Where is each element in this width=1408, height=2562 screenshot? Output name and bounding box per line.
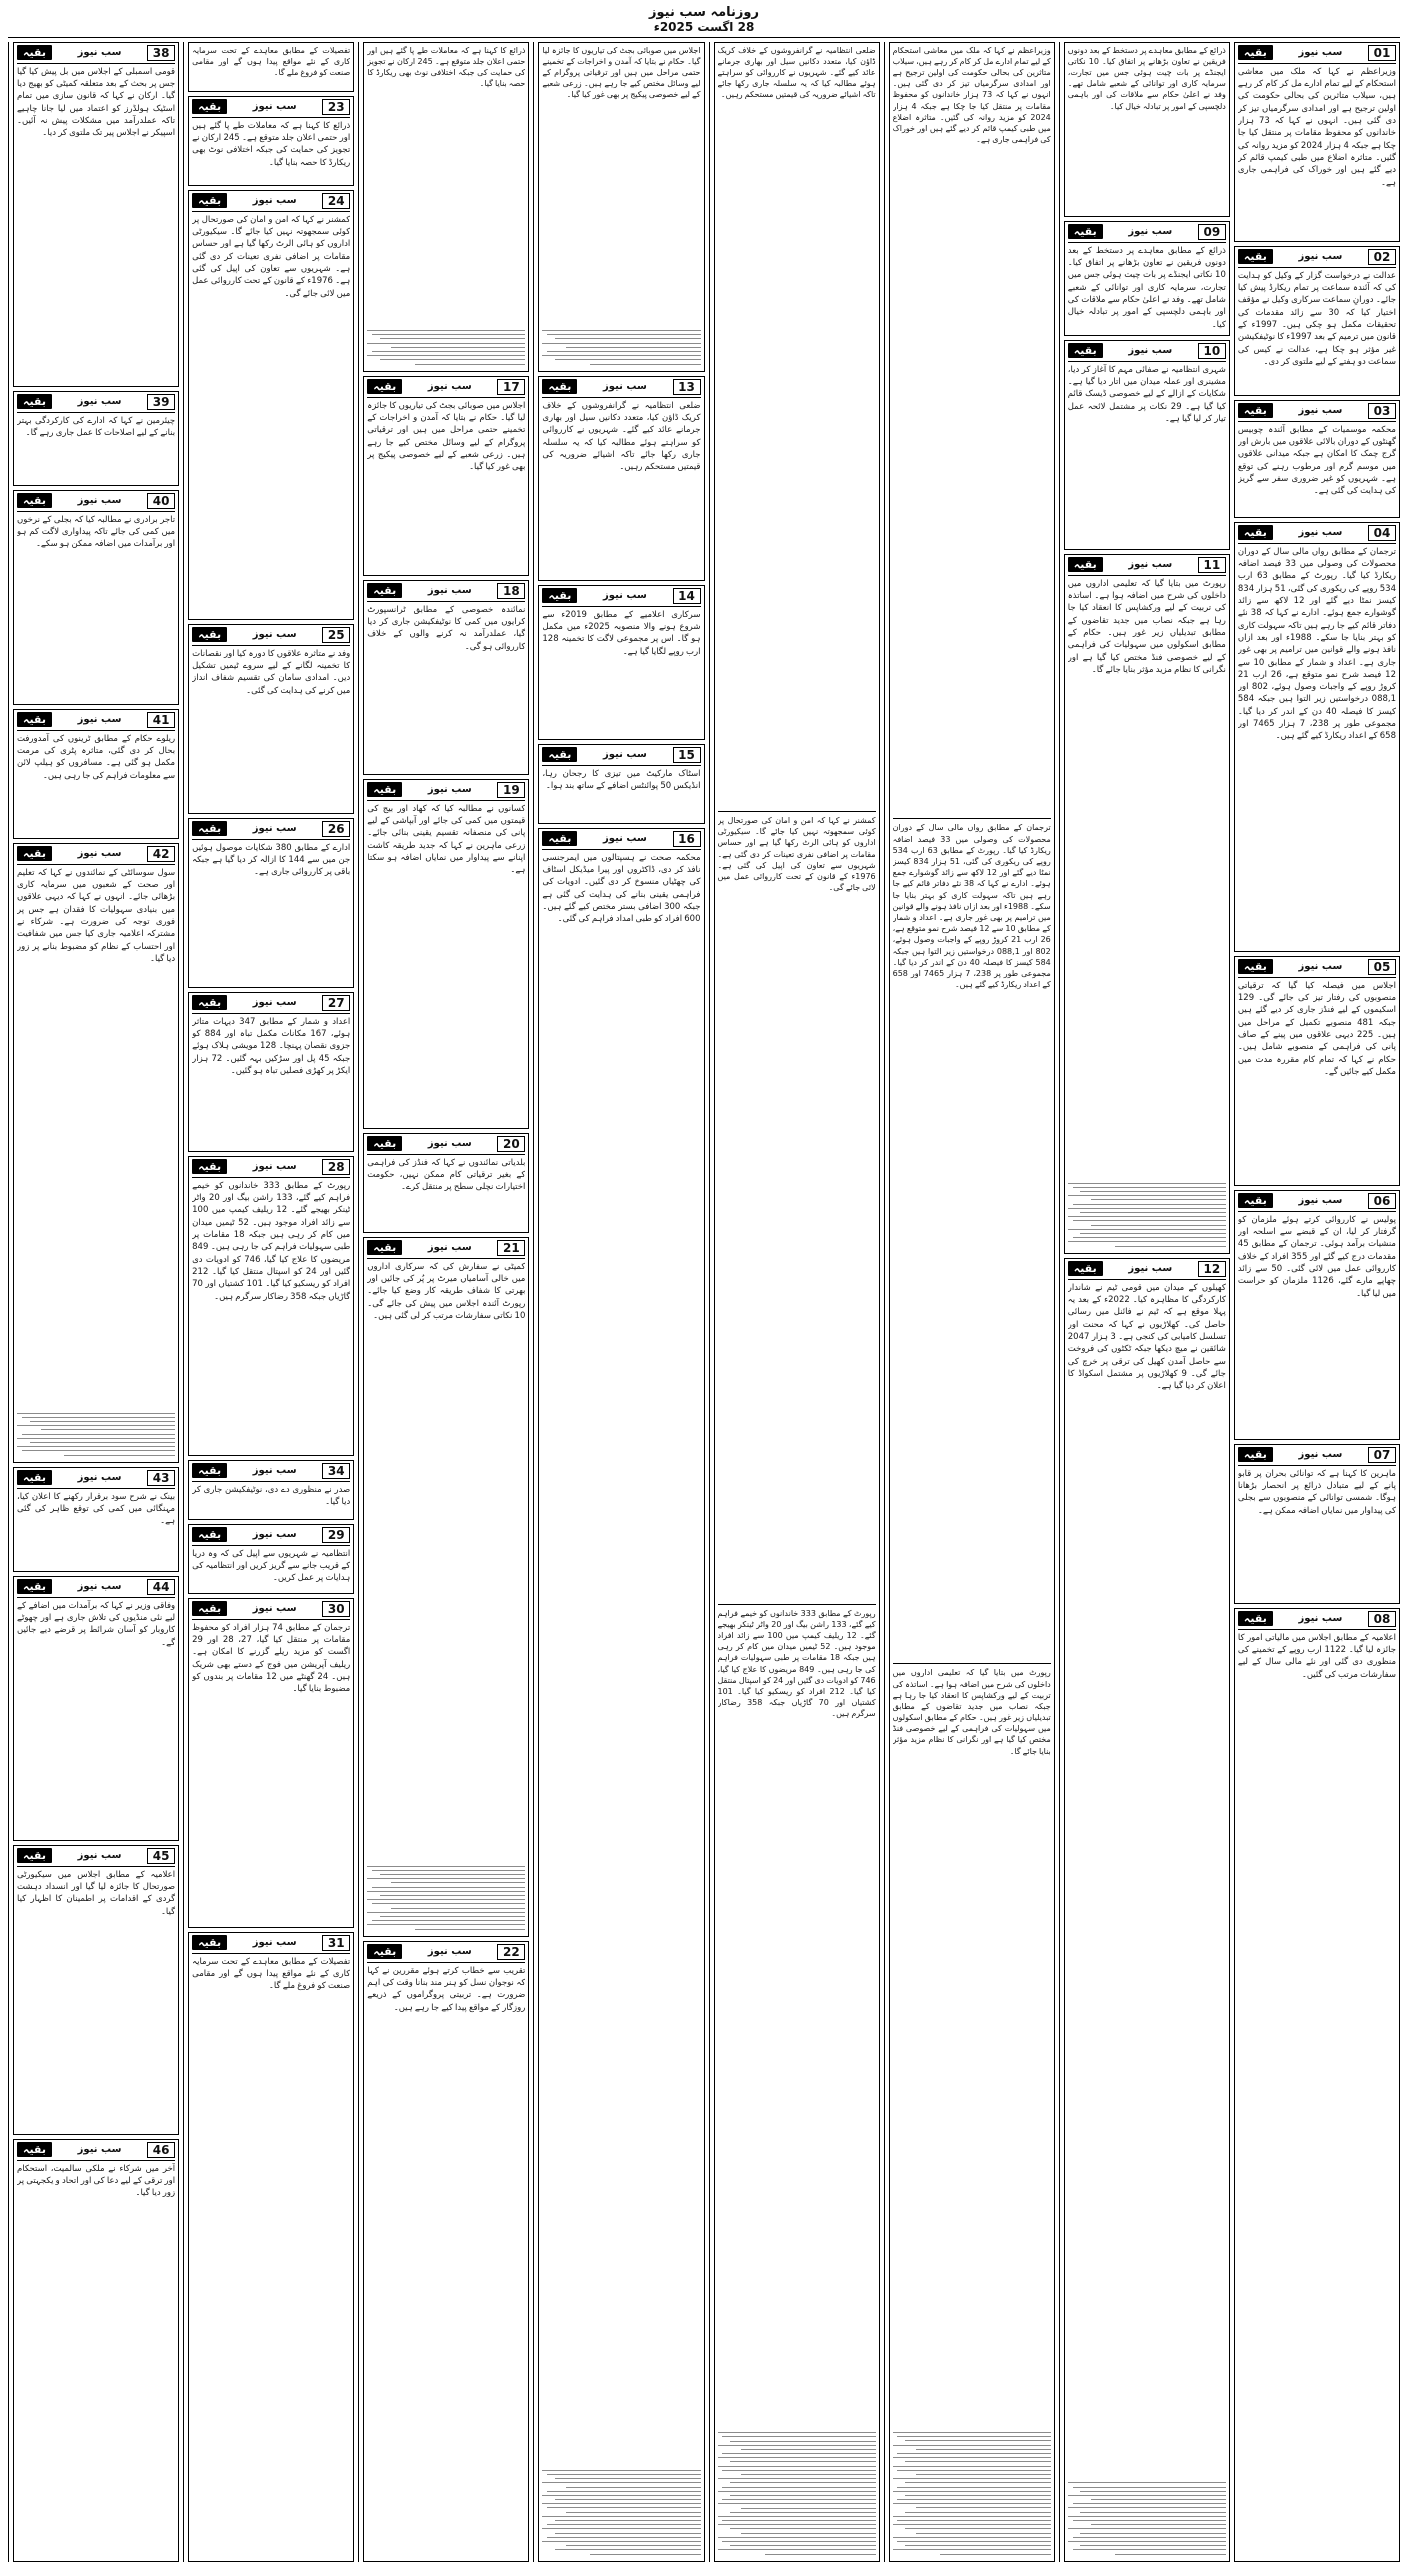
story-body: کسانوں نے مطالبہ کیا کہ کھاد اور بیج کی قیمتوں میں کمی کی جائے اور آبپاشی کے لیے پانی کی منصفانہ تقسیم یقینی بنائی جائے۔ زرعی ماہرین نے کہا کہ جدید طریقہ کاشت اپنانے سے پیداوار میں نمایاں اضافہ ہو سکتا ہے۔ bbox=[367, 803, 526, 876]
story-kicker: سب نیوز bbox=[252, 1465, 297, 1477]
page-title: روزنامہ سب نیوز bbox=[649, 5, 759, 20]
story-19[interactable] bbox=[363, 779, 529, 1129]
story-29[interactable] bbox=[188, 1524, 354, 1594]
story-18[interactable] bbox=[363, 580, 529, 775]
story-header bbox=[542, 747, 700, 766]
story-30[interactable] bbox=[188, 1598, 354, 1928]
story-21[interactable] bbox=[363, 1237, 529, 1937]
story-number: 23 bbox=[322, 99, 350, 115]
story-body: سرکاری اعلامیے کے مطابق 2019ء سے شروع ہونے والا منصوبہ 2025ء میں مکمل ہو گا۔ اس پر مجموعی لاگت کا تخمینہ 128 ارب روپے لگایا گیا ہے۔ bbox=[542, 609, 701, 657]
story-header bbox=[17, 846, 175, 865]
story-kicker: سب نیوز bbox=[603, 381, 647, 393]
story-14[interactable] bbox=[538, 585, 704, 740]
story-body: ذرائع کا کہنا ہے کہ معاملات طے پا گئے ہیں اور حتمی اعلان جلد متوقع ہے۔ 245 ارکان نے تجویز کی حمایت کی جبکہ اختلافی نوٹ بھی ریکارڈ کا حصہ بنایا گیا۔ bbox=[192, 120, 351, 168]
story-body: ذرائع کے مطابق معاہدے پر دستخط کے بعد دونوں فریقین نے تعاون بڑھانے پر اتفاق کیا۔ 10 نکاتی ایجنڈے پر بات چیت ہوئی جس میں تجارت، سرمایہ کاری اور توانائی کے شعبے شامل تھے۔ وفد نے اعلیٰ حکام سے ملاقات کی اور باہمی دلچسپی کے امور پر تبادلہ خیال کیا۔ bbox=[1067, 245, 1226, 330]
story-number: 05 bbox=[1368, 959, 1396, 975]
column-3 bbox=[884, 42, 1055, 2562]
story-brand: بقیہ bbox=[367, 782, 402, 797]
story-header bbox=[367, 379, 525, 398]
story-header bbox=[1238, 1611, 1396, 1630]
story-number: 34 bbox=[322, 1463, 350, 1479]
story-kicker: سب نیوز bbox=[427, 1242, 472, 1254]
story-body: ادارے کے مطابق 380 شکایات موصول ہوئیں جن میں سے 144 کا ازالہ کر دیا گیا ہے جبکہ باقی پر کارروائی جاری ہے۔ bbox=[192, 842, 351, 878]
story-header bbox=[1238, 1447, 1396, 1466]
story-number: 10 bbox=[1198, 343, 1226, 359]
story-kicker: سب نیوز bbox=[1128, 1263, 1173, 1275]
story-brand: بقیہ bbox=[17, 394, 52, 409]
story-body: تفصیلات کے مطابق معاہدے کے تحت سرمایہ کاری کے نئے مواقع پیدا ہوں گے اور مقامی صنعت کو فروغ ملے گا۔ bbox=[192, 1956, 351, 1992]
story-body: وفد نے متاثرہ علاقوں کا دورہ کیا اور نقصانات کا تخمینہ لگانے کے لیے سروے ٹیمیں تشکیل دیں۔ امدادی سامان کی تقسیم شفاف انداز میں کرنے کی ہدایت کی گئی۔ bbox=[192, 648, 351, 696]
story-brand: بقیہ bbox=[367, 583, 402, 598]
story-08[interactable] bbox=[1234, 1608, 1400, 2562]
story-body: شہری انتظامیہ نے صفائی مہم کا آغاز کر دیا، مشینری اور عملہ میدان میں اتار دیا گیا ہے۔ شکایات کے ازالے کے لیے خصوصی ڈیسک قائم کیا گیا ہے۔ 29 نکات پر مشتمل لائحہ عمل تیار کر لیا گیا ہے۔ bbox=[1067, 364, 1226, 424]
story-kicker: سب نیوز bbox=[603, 749, 647, 761]
story-kicker: سب نیوز bbox=[252, 1529, 297, 1541]
story-header bbox=[192, 99, 350, 118]
story-body: اعداد و شمار کے مطابق 347 دیہات متاثر ہوئے، 167 مکانات مکمل تباہ اور 884 کو جزوی نقصان پہنچا۔ 128 مویشی ہلاک ہوئے جبکہ 45 پل اور سڑکیں بہہ گئیں۔ 72 ہزار ایکڑ پر کھڑی فصلیں تباہ ہو گئیں۔ bbox=[192, 1016, 351, 1076]
story-kicker: سب نیوز bbox=[1298, 47, 1343, 59]
story-number: 01 bbox=[1368, 45, 1396, 61]
story-number: 29 bbox=[322, 1527, 350, 1543]
story-11[interactable] bbox=[1064, 554, 1230, 1254]
text-block-filler bbox=[542, 2467, 700, 2558]
story-brand: بقیہ bbox=[1068, 343, 1103, 358]
story-number: 28 bbox=[322, 1159, 350, 1175]
story-kicker: سب نیوز bbox=[252, 997, 297, 1009]
story-header bbox=[17, 1848, 175, 1867]
story-kicker: سب نیوز bbox=[427, 585, 472, 597]
story-header bbox=[1068, 1261, 1226, 1280]
story-number: 18 bbox=[497, 583, 525, 599]
continuation-text: تفصیلات کے مطابق معاہدے کے تحت سرمایہ کاری کے نئے مواقع پیدا ہوں گے اور مقامی صنعت کو فروغ ملے گا۔ bbox=[192, 45, 351, 78]
story-body: محکمہ صحت نے ہسپتالوں میں ایمرجنسی نافذ کر دی، ڈاکٹروں اور پیرا میڈیکل اسٹاف کی چھٹیاں منسوخ کر دی گئیں۔ ادویات کی فراہمی یقینی بنانے کی ہدایت کی گئی ہے جبکہ 300 اضافی بستر مختص کیے گئے ہیں۔ 600 افراد کو طبی امداد فراہم کی گئی۔ bbox=[542, 852, 701, 925]
story-number: 44 bbox=[147, 1579, 175, 1595]
story-body: قومی اسمبلی کے اجلاس میں بل پیش کیا گیا جس پر بحث کے بعد متعلقہ کمیٹی کو بھیج دیا گیا۔ ارکان نے کہا کہ قانون سازی میں تمام اسٹیک ہولڈرز کو اعتماد میں لیا جانا چاہیے تاکہ عملدرآمد میں مشکلات پیش نہ آئیں۔ اسپیکر نے اجلاس پیر تک ملتوی کر دیا۔ bbox=[17, 66, 176, 139]
story-header bbox=[367, 1136, 525, 1155]
text-block-filler bbox=[17, 1409, 175, 1458]
story-13[interactable] bbox=[538, 376, 704, 581]
story-38[interactable] bbox=[13, 42, 179, 387]
story-number: 06 bbox=[1368, 1193, 1396, 1209]
story-brand: بقیہ bbox=[192, 1159, 227, 1174]
story-brand: بقیہ bbox=[192, 1601, 227, 1616]
story-header bbox=[542, 379, 700, 398]
story-kicker: سب نیوز bbox=[252, 1937, 297, 1949]
story-03[interactable] bbox=[1234, 400, 1400, 518]
column-5 bbox=[533, 42, 704, 2562]
column-6 bbox=[358, 42, 529, 2562]
column-7 bbox=[183, 42, 354, 2562]
story-kicker: سب نیوز bbox=[77, 848, 122, 860]
story-brand: بقیہ bbox=[1238, 1611, 1273, 1626]
story-header bbox=[192, 1935, 350, 1954]
story-kicker: سب نیوز bbox=[1298, 527, 1343, 539]
story-body: اسٹاک مارکیٹ میں تیزی کا رجحان رہا، انڈیکس 50 پوائنٹس اضافے کے ساتھ بند ہوا۔ bbox=[542, 768, 701, 792]
story-brand: بقیہ bbox=[17, 1470, 52, 1485]
story-number: 14 bbox=[673, 588, 701, 604]
story-01[interactable] bbox=[1234, 42, 1400, 242]
story-kicker: سب نیوز bbox=[603, 833, 647, 845]
story-kicker: سب نیوز bbox=[77, 1472, 122, 1484]
continuation-text-3: رپورٹ کے مطابق 333 خاندانوں کو خیمے فراہم کیے گئے، 133 راشن بیگ اور 20 واٹر ٹینکر بھیجے گئے۔ 12 ریلیف کیمپ میں 100 سے زائد افراد موجود ہیں۔ 52 ٹیمیں میدان میں کام کر رہی ہیں جبکہ 18 مقامات پر طبی سہولیات فراہم کی جا رہی ہیں۔ 849 مریضوں کا علاج کیا گیا، 746 کو ادویات دی گئیں اور 24 کو اسپتال منتقل کیا گیا۔ 212 افراد کو ریسکیو کیا گیا۔ 101 کشتیاں اور 70 گاڑیاں جبکہ 358 رضاکار سرگرم ہیں۔ bbox=[717, 1608, 876, 1719]
story-number: 25 bbox=[322, 627, 350, 643]
story-body: وفاقی وزیر نے کہا کہ برآمدات میں اضافے کے لیے نئی منڈیوں کی تلاش جاری ہے اور چھوٹے کاروبار کو آسان شرائط پر قرضے دیے جائیں گے۔ bbox=[17, 1600, 176, 1648]
story-body: نمائندہ خصوصی کے مطابق ٹرانسپورٹ کرایوں میں کمی کا نوٹیفکیشن جاری کر دیا گیا، عملدرآمد نہ کرنے والوں کے خلاف کارروائی ہو گی۔ bbox=[367, 604, 526, 652]
story-brand: بقیہ bbox=[192, 1527, 227, 1542]
story-body: بلدیاتی نمائندوں نے کہا کہ فنڈز کی فراہمی کے بغیر ترقیاتی کام ممکن نہیں، حکومت اختیارات نچلی سطح پر منتقل کرے۔ bbox=[367, 1157, 526, 1193]
story-23[interactable] bbox=[188, 96, 354, 186]
column-5-top-continuation bbox=[538, 42, 704, 372]
continuation-text-3: رپورٹ میں بتایا گیا کہ تعلیمی اداروں میں داخلوں کی شرح میں اضافہ ہوا ہے۔ اساتذہ کی تربیت کے لیے ورکشاپس کا انعقاد کیا جا رہا ہے جبکہ نصاب میں جدید تقاضوں کے مطابق تبدیلیاں زیر غور ہیں۔ حکام کے مطابق اسکولوں میں سہولیات کی فراہمی کے لیے خصوصی فنڈ مختص کیا گیا ہے اور نگرانی کا نظام مزید مؤثر بنایا جائے گا۔ bbox=[892, 1668, 1051, 1756]
story-brand: بقیہ bbox=[192, 995, 227, 1010]
story-45[interactable] bbox=[13, 1845, 179, 2135]
story-header bbox=[1068, 343, 1226, 362]
story-41[interactable] bbox=[13, 709, 179, 839]
column-8 bbox=[8, 42, 179, 2562]
story-kicker: سب نیوز bbox=[252, 629, 297, 641]
story-header bbox=[17, 45, 175, 64]
story-kicker: سب نیوز bbox=[77, 714, 122, 726]
story-39[interactable] bbox=[13, 391, 179, 486]
story-34[interactable] bbox=[188, 1460, 354, 1520]
story-number: 40 bbox=[147, 493, 175, 509]
story-kicker: سب نیوز bbox=[1298, 1613, 1343, 1625]
story-body: اعلامیہ کے مطابق اجلاس میں مالیاتی امور کا جائزہ لیا گیا۔ 1122 ارب روپے کے تخمینے کی منظوری دی گئی اور نئے مالی سال کے لیے سفارشات مرتب کی گئیں۔ bbox=[1237, 1632, 1396, 1680]
story-header bbox=[192, 1527, 350, 1546]
story-brand: بقیہ bbox=[1238, 403, 1273, 418]
story-kicker: سب نیوز bbox=[1128, 345, 1173, 357]
story-body: پولیس نے کارروائی کرتے ہوئے ملزمان کو گرفتار کر لیا، ان کے قبضے سے اسلحہ اور منشیات برآمد ہوئی۔ ترجمان کے مطابق 45 مقدمات درج کیے گئے اور 355 افراد کے خلاف کارروائی عمل میں لائی گئی۔ 50 سے زائد چھاپے مارے گئے، 1126 ملزمان کو حراست میں لیا گیا۔ bbox=[1237, 1214, 1396, 1299]
story-header bbox=[17, 394, 175, 413]
story-header bbox=[17, 493, 175, 512]
story-06[interactable] bbox=[1234, 1190, 1400, 1440]
story-number: 27 bbox=[322, 995, 350, 1011]
story-kicker: سب نیوز bbox=[427, 1138, 472, 1150]
story-10[interactable] bbox=[1064, 340, 1230, 550]
story-brand: بقیہ bbox=[192, 1935, 227, 1950]
story-24[interactable] bbox=[188, 190, 354, 620]
story-brand: بقیہ bbox=[192, 1463, 227, 1478]
story-brand: بقیہ bbox=[17, 1579, 52, 1594]
story-number: 08 bbox=[1368, 1611, 1396, 1627]
story-brand: بقیہ bbox=[1238, 1447, 1273, 1462]
story-46[interactable] bbox=[13, 2139, 179, 2562]
continuation-text: ضلعی انتظامیہ نے گرانفروشوں کے خلاف کریک ڈاؤن کیا، متعدد دکانیں سیل اور بھاری جرمانے عائد کیے گئے۔ شہریوں نے کارروائی کو سراہتے ہوئے مطالبہ کیا کہ یہ سلسلہ جاری رکھا جائے تاکہ اشیائے ضروریہ کی قیمتیں مستحکم رہیں۔ bbox=[717, 45, 876, 100]
story-number: 46 bbox=[147, 2142, 175, 2158]
story-body: سول سوسائٹی کے نمائندوں نے کہا کہ تعلیم اور صحت کے شعبوں میں سرمایہ کاری بڑھائی جائے۔ انہوں نے کہا کہ دیہی علاقوں میں بنیادی سہولیات کا فقدان ہے جس پر فوری توجہ کی ضرورت ہے۔ شرکاء نے مشترکہ اعلامیہ جاری کیا جس میں شفافیت اور احتساب کے نظام کو مضبوط بنانے پر زور دیا گیا۔ bbox=[17, 867, 176, 964]
story-brand: بقیہ bbox=[192, 99, 227, 114]
story-brand: بقیہ bbox=[17, 846, 52, 861]
story-number: 24 bbox=[322, 193, 350, 209]
story-kicker: سب نیوز bbox=[77, 2144, 122, 2156]
story-kicker: سب نیوز bbox=[77, 495, 122, 507]
story-header bbox=[17, 712, 175, 731]
continuation-text-2: ترجمان کے مطابق رواں مالی سال کے دوران محصولات کی وصولی میں 33 فیصد اضافہ ریکارڈ کیا گیا۔ رپورٹ کے مطابق 63 ارب 534 روپے کی ریکوری کی گئی، 51 ہزار 834 کیسز نمٹا دیے گئے اور 12 لاکھ سے زائد گوشوارے جمع ہوئے۔ ادارے نے کہا کہ 38 نئے دفاتر قائم کیے جا رہے ہیں تاکہ سہولت کاری کو بہتر بنایا جا سکے۔ 1988ء اور بعد ازاں نافذ ہونے والے قوانین میں ترامیم پر بھی غور جاری ہے۔ اعداد و شمار کے مطابق 10 سے 12 فیصد شرح نمو متوقع ہے، 26 ارب 21 کروڑ روپے کے واجبات وصول ہوئے، 802 اور 088,1 درخواستیں زیر التوا ہیں جبکہ 584 کیسز کا فیصلہ 40 دن کے اندر کر دیا گیا۔ مجموعی طور پر 238، 7 ہزار 7465 اور 658 کے اعداد ریکارڈ کیے گئے ہیں۔ bbox=[892, 823, 1051, 990]
story-brand: بقیہ bbox=[1238, 959, 1273, 974]
story-body: اعلامیہ کے مطابق اجلاس میں سیکیورٹی صورتحال کا جائزہ لیا گیا اور انسداد دہشت گردی کے اقدامات پر اطمینان کا اظہار کیا گیا۔ bbox=[17, 1869, 176, 1917]
story-05[interactable] bbox=[1234, 956, 1400, 1186]
story-body: رپورٹ کے مطابق 333 خاندانوں کو خیمے فراہم کیے گئے، 133 راشن بیگ اور 20 واٹر ٹینکر بھیجے گئے۔ 12 ریلیف کیمپ میں 100 سے زائد افراد موجود ہیں۔ 52 ٹیمیں میدان میں کام کر رہی ہیں جبکہ 18 مقامات پر طبی سہولیات فراہم کی جا رہی ہیں۔ 849 مریضوں کا علاج کیا گیا، 746 کو ادویات دی گئیں اور 24 کو اسپتال منتقل کیا گیا۔ 212 افراد کو ریسکیو کیا گیا۔ 101 کشتیاں اور 70 گاڑیاں جبکہ 358 رضاکار سرگرم ہیں۔ bbox=[192, 1180, 351, 1302]
story-12[interactable] bbox=[1064, 1258, 1230, 2562]
story-number: 12 bbox=[1198, 1261, 1226, 1277]
story-body: ترجمان کے مطابق رواں مالی سال کے دوران محصولات کی وصولی میں 33 فیصد اضافہ ریکارڈ کیا گیا۔ رپورٹ کے مطابق 63 ارب 534 روپے کی ریکوری کی گئی، 51 ہزار 834 کیسز نمٹا دیے گئے اور 12 لاکھ سے زائد گوشوارے جمع ہوئے۔ ادارے نے کہا کہ 38 نئے دفاتر قائم کیے جا رہے ہیں تاکہ سہولت کاری کو بہتر بنایا جا سکے۔ 1988ء اور بعد ازاں نافذ ہونے والے قوانین میں ترامیم پر بھی غور جاری ہے۔ اعداد و شمار کے مطابق 10 سے 12 فیصد شرح نمو متوقع ہے، 26 ارب 21 کروڑ روپے کے واجبات وصول ہوئے، 802 اور 088,1 درخواستیں زیر التوا ہیں جبکہ 584 کیسز کا فیصلہ 40 دن کے اندر کر دیا گیا۔ مجموعی طور پر 238، 7 ہزار 7465 اور 658 کے اعداد ریکارڈ کیے گئے ہیں۔ bbox=[1237, 546, 1396, 742]
story-40[interactable] bbox=[13, 490, 179, 705]
story-body: کمشنر نے کہا کہ امن و امان کی صورتحال پر کوئی سمجھوتہ نہیں کیا جائے گا۔ سیکیورٹی اداروں کو ہائی الرٹ رکھا گیا ہے اور حساس مقامات پر اضافی نفری تعینات کر دی گئی ہے۔ شہریوں سے تعاون کی اپیل کی گئی ہے۔ 1976ء کے قانون کے تحت کارروائی عمل میں لائی جائے گی۔ bbox=[192, 214, 351, 299]
story-brand: بقیہ bbox=[542, 831, 577, 846]
story-header bbox=[192, 1463, 350, 1482]
story-brand: بقیہ bbox=[192, 193, 227, 208]
story-body: محکمہ موسمیات کے مطابق آئندہ چوبیس گھنٹوں کے دوران بالائی علاقوں میں بارش اور گرج چمک کا امکان ہے جبکہ میدانی علاقوں میں موسم گرم اور مرطوب رہنے کی توقع ہے۔ شہریوں کو غیر ضروری سفر سے گریز کی ہدایت کی گئی ہے۔ bbox=[1237, 424, 1396, 497]
story-brand: بقیہ bbox=[17, 712, 52, 727]
story-body: رپورٹ میں بتایا گیا کہ تعلیمی اداروں میں داخلوں کی شرح میں اضافہ ہوا ہے۔ اساتذہ کی تربیت کے لیے ورکشاپس کا انعقاد کیا جا رہا ہے جبکہ نصاب میں جدید تقاضوں کے مطابق تبدیلیاں زیر غور ہیں۔ حکام کے مطابق اسکولوں میں سہولیات کی فراہمی کے لیے خصوصی فنڈ مختص کیا گیا ہے اور نگرانی کا نظام مزید مؤثر بنایا جائے گا۔ bbox=[1067, 578, 1226, 675]
story-brand: بقیہ bbox=[17, 493, 52, 508]
story-number: 26 bbox=[322, 821, 350, 837]
story-kicker: سب نیوز bbox=[252, 101, 297, 113]
column-4-continuation bbox=[714, 42, 880, 2562]
continuation-text: ذرائع کا کہنا ہے کہ معاملات طے پا گئے ہیں اور حتمی اعلان جلد متوقع ہے۔ 245 ارکان نے تجویز کی حمایت کی جبکہ اختلافی نوٹ بھی ریکارڈ کا حصہ بنایا گیا۔ bbox=[367, 45, 526, 89]
story-09-top-text bbox=[1064, 42, 1230, 217]
story-body: ضلعی انتظامیہ نے گرانفروشوں کے خلاف کریک ڈاؤن کیا، متعدد دکانیں سیل اور بھاری جرمانے عائد کیے گئے۔ شہریوں نے کارروائی کو سراہتے ہوئے مطالبہ کیا کہ یہ سلسلہ جاری رکھا جائے تاکہ اشیائے ضروریہ کی قیمتیں مستحکم رہیں۔ bbox=[542, 400, 701, 473]
story-brand: بقیہ bbox=[192, 821, 227, 836]
story-number: 13 bbox=[673, 379, 701, 395]
story-27[interactable] bbox=[188, 992, 354, 1152]
story-header bbox=[1238, 525, 1396, 544]
story-kicker: سب نیوز bbox=[252, 823, 297, 835]
story-body: صدر نے منظوری دے دی، نوٹیفکیشن جاری کر دیا گیا۔ bbox=[192, 1484, 351, 1508]
story-28[interactable] bbox=[188, 1156, 354, 1456]
story-15[interactable] bbox=[538, 744, 704, 824]
text-block-filler bbox=[1068, 1180, 1226, 1250]
story-number: 19 bbox=[497, 782, 525, 798]
story-number: 20 bbox=[497, 1136, 525, 1152]
story-kicker: سب نیوز bbox=[77, 47, 122, 59]
story-header bbox=[1238, 403, 1396, 422]
story-kicker: سب نیوز bbox=[77, 1581, 122, 1593]
story-body: ترجمان کے مطابق 74 ہزار افراد کو محفوظ مقامات پر منتقل کیا گیا، 27، 28 اور 29 اگست کو مزید ریلے گزرنے کا امکان ہے۔ ریلیف آپریشن میں فوج کے دستے بھی شریک ہیں۔ 24 گھنٹے میں 12 مقامات پر بندوں کو مضبوط بنایا گیا۔ bbox=[192, 1622, 351, 1695]
continuation-text: اجلاس میں صوبائی بجٹ کی تیاریوں کا جائزہ لیا گیا۔ حکام نے بتایا کہ آمدن و اخراجات کے تخمینے حتمی مراحل میں ہیں اور ترقیاتی پروگرام کے لیے وسائل مختص کیے جا رہے ہیں۔ زرعی شعبے کے لیے خصوصی پیکیج پر بھی غور کیا گیا۔ bbox=[542, 45, 701, 100]
story-kicker: سب نیوز bbox=[603, 590, 647, 602]
story-header bbox=[192, 193, 350, 212]
story-brand: بقیہ bbox=[17, 1848, 52, 1863]
story-09[interactable] bbox=[1064, 221, 1230, 336]
story-header bbox=[1238, 45, 1396, 64]
story-brand: بقیہ bbox=[1238, 1193, 1273, 1208]
story-header bbox=[367, 1944, 525, 1963]
story-body: عدالت نے درخواست گزار کے وکیل کو ہدایت کی کہ آئندہ سماعت پر تمام ریکارڈ پیش کیا جائے۔ دورانِ سماعت سرکاری وکیل نے مؤقف اختیار کیا کہ 30 سے زائد مقدمات کی تحقیقات مکمل ہو چکی ہیں۔ 1997ء کے قانون میں ترمیم کے بعد 1997ء کا نوٹیفکیشن غیر مؤثر ہو چکا ہے، عدالت نے کیس کی سماعت دو ہفتے کے لیے ملتوی کر دی۔ bbox=[1237, 270, 1396, 367]
story-body: ریلوے حکام کے مطابق ٹرینوں کی آمدورفت بحال کر دی گئی، متاثرہ پٹری کی مرمت مکمل ہو گئی ہے۔ مسافروں کو ہیلپ لائن سے معلومات فراہم کی جا رہی ہیں۔ bbox=[17, 733, 176, 781]
story-number: 41 bbox=[147, 712, 175, 728]
column-4 bbox=[709, 42, 880, 2562]
story-43[interactable] bbox=[13, 1467, 179, 1572]
story-brand: بقیہ bbox=[367, 1136, 402, 1151]
story-brand: بقیہ bbox=[1238, 525, 1273, 540]
story-brand: بقیہ bbox=[367, 1240, 402, 1255]
story-16[interactable] bbox=[538, 828, 704, 2562]
story-number: 11 bbox=[1198, 557, 1226, 573]
story-17[interactable] bbox=[363, 376, 529, 576]
story-header bbox=[192, 1159, 350, 1178]
story-body: آخر میں شرکاء نے ملکی سالمیت، استحکام اور ترقی کے لیے دعا کی اور اتحاد و یکجہتی پر زور دیا گیا۔ bbox=[17, 2163, 176, 2199]
story-number: 09 bbox=[1198, 224, 1226, 240]
story-brand: بقیہ bbox=[542, 588, 577, 603]
story-number: 38 bbox=[147, 45, 175, 61]
column-6-top-continuation bbox=[363, 42, 529, 372]
story-number: 45 bbox=[147, 1848, 175, 1864]
story-brand: بقیہ bbox=[192, 627, 227, 642]
continuation-text-2: کمشنر نے کہا کہ امن و امان کی صورتحال پر کوئی سمجھوتہ نہیں کیا جائے گا۔ سیکیورٹی اداروں کو ہائی الرٹ رکھا گیا ہے اور حساس مقامات پر اضافی نفری تعینات کر دی گئی ہے۔ شہریوں سے تعاون کی اپیل کی گئی ہے۔ 1976ء کے قانون کے تحت کارروائی عمل میں لائی جائے گی۔ bbox=[717, 816, 876, 893]
story-header bbox=[17, 1470, 175, 1489]
story-kicker: سب نیوز bbox=[427, 784, 472, 796]
story-brand: بقیہ bbox=[367, 379, 402, 394]
story-header bbox=[1238, 959, 1396, 978]
story-header bbox=[192, 821, 350, 840]
column-2 bbox=[1059, 42, 1230, 2562]
story-header bbox=[367, 1240, 525, 1259]
story-number: 04 bbox=[1368, 525, 1396, 541]
continuation-text: وزیراعظم نے کہا کہ ملک میں معاشی استحکام کے لیے تمام ادارے مل کر کام کر رہے ہیں، سیلاب متاثرین کی بحالی حکومت کی اولین ترجیح ہے اور امدادی سرگرمیاں تیز کر دی گئی ہیں۔ انہوں نے کہا کہ 73 ہزار خاندانوں کو محفوظ مقامات پر منتقل کیا جا چکا ہے جبکہ 4 ہزار 2024 کو مزید روانہ کی گئیں۔ متاثرہ اضلاع میں طبی کیمپ قائم کر دیے گئے ہیں اور خوراک کی فراہمی جاری ہے۔ bbox=[892, 45, 1051, 145]
story-body: انتظامیہ نے شہریوں سے اپیل کی کہ وہ دریا کے قریب جانے سے گریز کریں اور انتظامیہ کی ہدایات پر عمل کریں۔ bbox=[192, 1548, 351, 1584]
story-header bbox=[367, 583, 525, 602]
story-number: 16 bbox=[673, 831, 701, 847]
story-26[interactable] bbox=[188, 818, 354, 988]
story-brand: بقیہ bbox=[1068, 224, 1103, 239]
story-04[interactable] bbox=[1234, 522, 1400, 952]
story-kicker: سب نیوز bbox=[77, 396, 122, 408]
story-header bbox=[542, 831, 700, 850]
story-number: 31 bbox=[322, 1935, 350, 1951]
story-header bbox=[192, 627, 350, 646]
story-number: 39 bbox=[147, 394, 175, 410]
story-42[interactable] bbox=[13, 843, 179, 1463]
story-body: وزیراعظم نے کہا کہ ملک میں معاشی استحکام کے لیے تمام ادارے مل کر کام کر رہے ہیں، سیلاب متاثرین کی بحالی حکومت کی اولین ترجیح ہے اور امدادی سرگرمیاں تیز کر دی گئی ہیں۔ انہوں نے کہا کہ 73 ہزار خاندانوں کو محفوظ مقامات پر منتقل کیا جا چکا ہے جبکہ 4 ہزار 2024 کو مزید روانہ کی گئیں۔ متاثرہ اضلاع میں طبی کیمپ قائم کر دیے گئے ہیں اور خوراک کی فراہمی جاری ہے۔ bbox=[1237, 66, 1396, 188]
story-number: 22 bbox=[497, 1944, 525, 1960]
story-kicker: سب نیوز bbox=[1128, 226, 1173, 238]
story-02[interactable] bbox=[1234, 246, 1400, 396]
story-brand: بقیہ bbox=[1068, 557, 1103, 572]
story-number: 15 bbox=[673, 747, 701, 763]
story-kicker: سب نیوز bbox=[252, 195, 297, 207]
story-kicker: سب نیوز bbox=[1298, 1449, 1343, 1461]
story-20[interactable] bbox=[363, 1133, 529, 1233]
story-brand: بقیہ bbox=[542, 747, 577, 762]
story-body: کھیلوں کے میدان میں قومی ٹیم نے شاندار کارکردگی کا مظاہرہ کیا۔ 2022ء کے بعد یہ پہلا موقع ہے کہ ٹیم نے فائنل میں رسائی حاصل کی۔ کھلاڑیوں نے کہا کہ محنت اور تسلسل کامیابی کی کنجی ہے۔ 3 ہزار 2047 شائقین نے میچ دیکھا جبکہ ٹکٹوں کی فروخت سے حاصل آمدن کھیل کی ترقی پر خرچ کی جائے گی۔ 9 کھلاڑیوں پر مشتمل اسکواڈ کا اعلان کر دیا گیا ہے۔ bbox=[1067, 1282, 1226, 1392]
story-body: تاجر برادری نے مطالبہ کیا کہ بجلی کے نرخوں میں کمی کی جائے تاکہ پیداواری لاگت کم ہو اور برآمدات میں اضافہ ممکن ہو سکے۔ bbox=[17, 514, 176, 550]
story-brand: بقیہ bbox=[17, 2142, 52, 2157]
story-body: ماہرین کا کہنا ہے کہ توانائی بحران پر قابو پانے کے لیے متبادل ذرائع پر انحصار بڑھانا ہوگا۔ شمسی توانائی کے منصوبوں سے بجلی کی پیداوار میں نمایاں اضافہ ممکن ہے۔ bbox=[1237, 1468, 1396, 1516]
story-brand: بقیہ bbox=[1238, 249, 1273, 264]
story-brand: بقیہ bbox=[1238, 45, 1273, 60]
column-7-top-continuation bbox=[188, 42, 354, 92]
story-header bbox=[1238, 249, 1396, 268]
story-number: 30 bbox=[322, 1601, 350, 1617]
story-number: 42 bbox=[147, 846, 175, 862]
story-number: 21 bbox=[497, 1240, 525, 1256]
story-44[interactable] bbox=[13, 1576, 179, 1841]
story-body: اجلاس میں فیصلہ کیا گیا کہ ترقیاتی منصوبوں کی رفتار تیز کی جائے گی۔ 129 اسکیموں کے لیے فنڈز جاری کر دیے گئے ہیں جبکہ 481 منصوبے تکمیل کے مراحل میں ہیں۔ 225 دیہی علاقوں میں پینے کے صاف پانی کی فراہمی کے منصوبے شامل ہیں۔ حکام نے کہا کہ تمام کام مقررہ مدت میں مکمل کیے جائیں گے۔ bbox=[1237, 980, 1396, 1077]
column-grid bbox=[8, 42, 1400, 2562]
column-1 bbox=[1234, 42, 1400, 2562]
story-kicker: سب نیوز bbox=[252, 1161, 297, 1173]
story-number: 43 bbox=[147, 1470, 175, 1486]
text-block-filler bbox=[1068, 2479, 1226, 2558]
story-header bbox=[192, 1601, 350, 1620]
text-block-filler bbox=[367, 1863, 525, 1933]
story-kicker: سب نیوز bbox=[1298, 961, 1343, 973]
text-block-filler bbox=[893, 2429, 1051, 2558]
text-block-filler bbox=[718, 2429, 876, 2558]
story-body: بینک نے شرح سود برقرار رکھنے کا اعلان کیا، مہنگائی میں کمی کی توقع ظاہر کی گئی ہے۔ bbox=[17, 1491, 176, 1527]
story-header bbox=[192, 995, 350, 1014]
masthead bbox=[8, 6, 1400, 38]
story-number: 17 bbox=[497, 379, 525, 395]
story-body: اجلاس میں صوبائی بجٹ کی تیاریوں کا جائزہ لیا گیا۔ حکام نے بتایا کہ آمدن و اخراجات کے تخمینے حتمی مراحل میں ہیں اور ترقیاتی پروگرام کے لیے وسائل مختص کیے جا رہے ہیں۔ زرعی شعبے کے لیے خصوصی پیکیج پر بھی غور کیا گیا۔ bbox=[367, 400, 526, 473]
story-kicker: سب نیوز bbox=[1128, 559, 1173, 571]
continuation-text: ذرائع کے مطابق معاہدے پر دستخط کے بعد دونوں فریقین نے تعاون بڑھانے پر اتفاق کیا۔ 10 نکاتی ایجنڈے پر بات چیت ہوئی جس میں تجارت، سرمایہ کاری اور توانائی کے شعبے شامل تھے۔ وفد نے اعلیٰ حکام سے ملاقات کی اور باہمی دلچسپی کے امور پر تبادلہ خیال کیا۔ bbox=[1067, 45, 1226, 111]
story-kicker: سب نیوز bbox=[427, 381, 472, 393]
story-body: چیئرمین نے کہا کہ ادارے کی کارکردگی بہتر بنانے کے لیے اصلاحات کا عمل جاری رہے گا۔ bbox=[17, 415, 176, 439]
story-number: 03 bbox=[1368, 403, 1396, 419]
column-3-continuation bbox=[889, 42, 1055, 2562]
story-25[interactable] bbox=[188, 624, 354, 814]
story-22[interactable] bbox=[363, 1941, 529, 2562]
story-kicker: سب نیوز bbox=[252, 1603, 297, 1615]
story-kicker: سب نیوز bbox=[1298, 405, 1343, 417]
story-brand: بقیہ bbox=[1068, 1261, 1103, 1276]
story-kicker: سب نیوز bbox=[77, 1850, 122, 1862]
story-brand: بقیہ bbox=[367, 1944, 402, 1959]
text-block-filler bbox=[542, 327, 700, 368]
story-brand: بقیہ bbox=[542, 379, 577, 394]
story-body: تقریب سے خطاب کرتے ہوئے مقررین نے کہا کہ نوجوان نسل کو ہنر مند بنانا وقت کی اہم ضرورت ہے۔ تربیتی پروگراموں کے ذریعے روزگار کے مواقع پیدا کیے جا رہے ہیں۔ bbox=[367, 1965, 526, 2013]
story-kicker: سب نیوز bbox=[427, 1946, 472, 1958]
story-header bbox=[17, 1579, 175, 1598]
story-header bbox=[1068, 557, 1226, 576]
story-body: کمیٹی نے سفارش کی کہ سرکاری اداروں میں خالی آسامیاں میرٹ پر پُر کی جائیں اور بھرتی کا شفاف طریقہ کار وضع کیا جائے۔ رپورٹ آئندہ اجلاس میں پیش کی جائے گی۔ 10 نکاتی سفارشات مرتب کر لی گئی ہیں۔ bbox=[367, 1261, 526, 1321]
story-number: 07 bbox=[1368, 1447, 1396, 1463]
story-31[interactable] bbox=[188, 1932, 354, 2562]
story-kicker: سب نیوز bbox=[1298, 251, 1343, 263]
story-07[interactable] bbox=[1234, 1444, 1400, 1604]
story-header bbox=[1238, 1193, 1396, 1212]
story-brand: بقیہ bbox=[17, 45, 52, 60]
story-kicker: سب نیوز bbox=[1298, 1195, 1343, 1207]
story-header bbox=[17, 2142, 175, 2161]
story-header bbox=[367, 782, 525, 801]
text-block-filler bbox=[367, 327, 525, 368]
story-header bbox=[1068, 224, 1226, 243]
issue-date: 28 اگست 2025ء bbox=[653, 19, 755, 34]
story-number: 02 bbox=[1368, 249, 1396, 265]
story-header bbox=[542, 588, 700, 607]
